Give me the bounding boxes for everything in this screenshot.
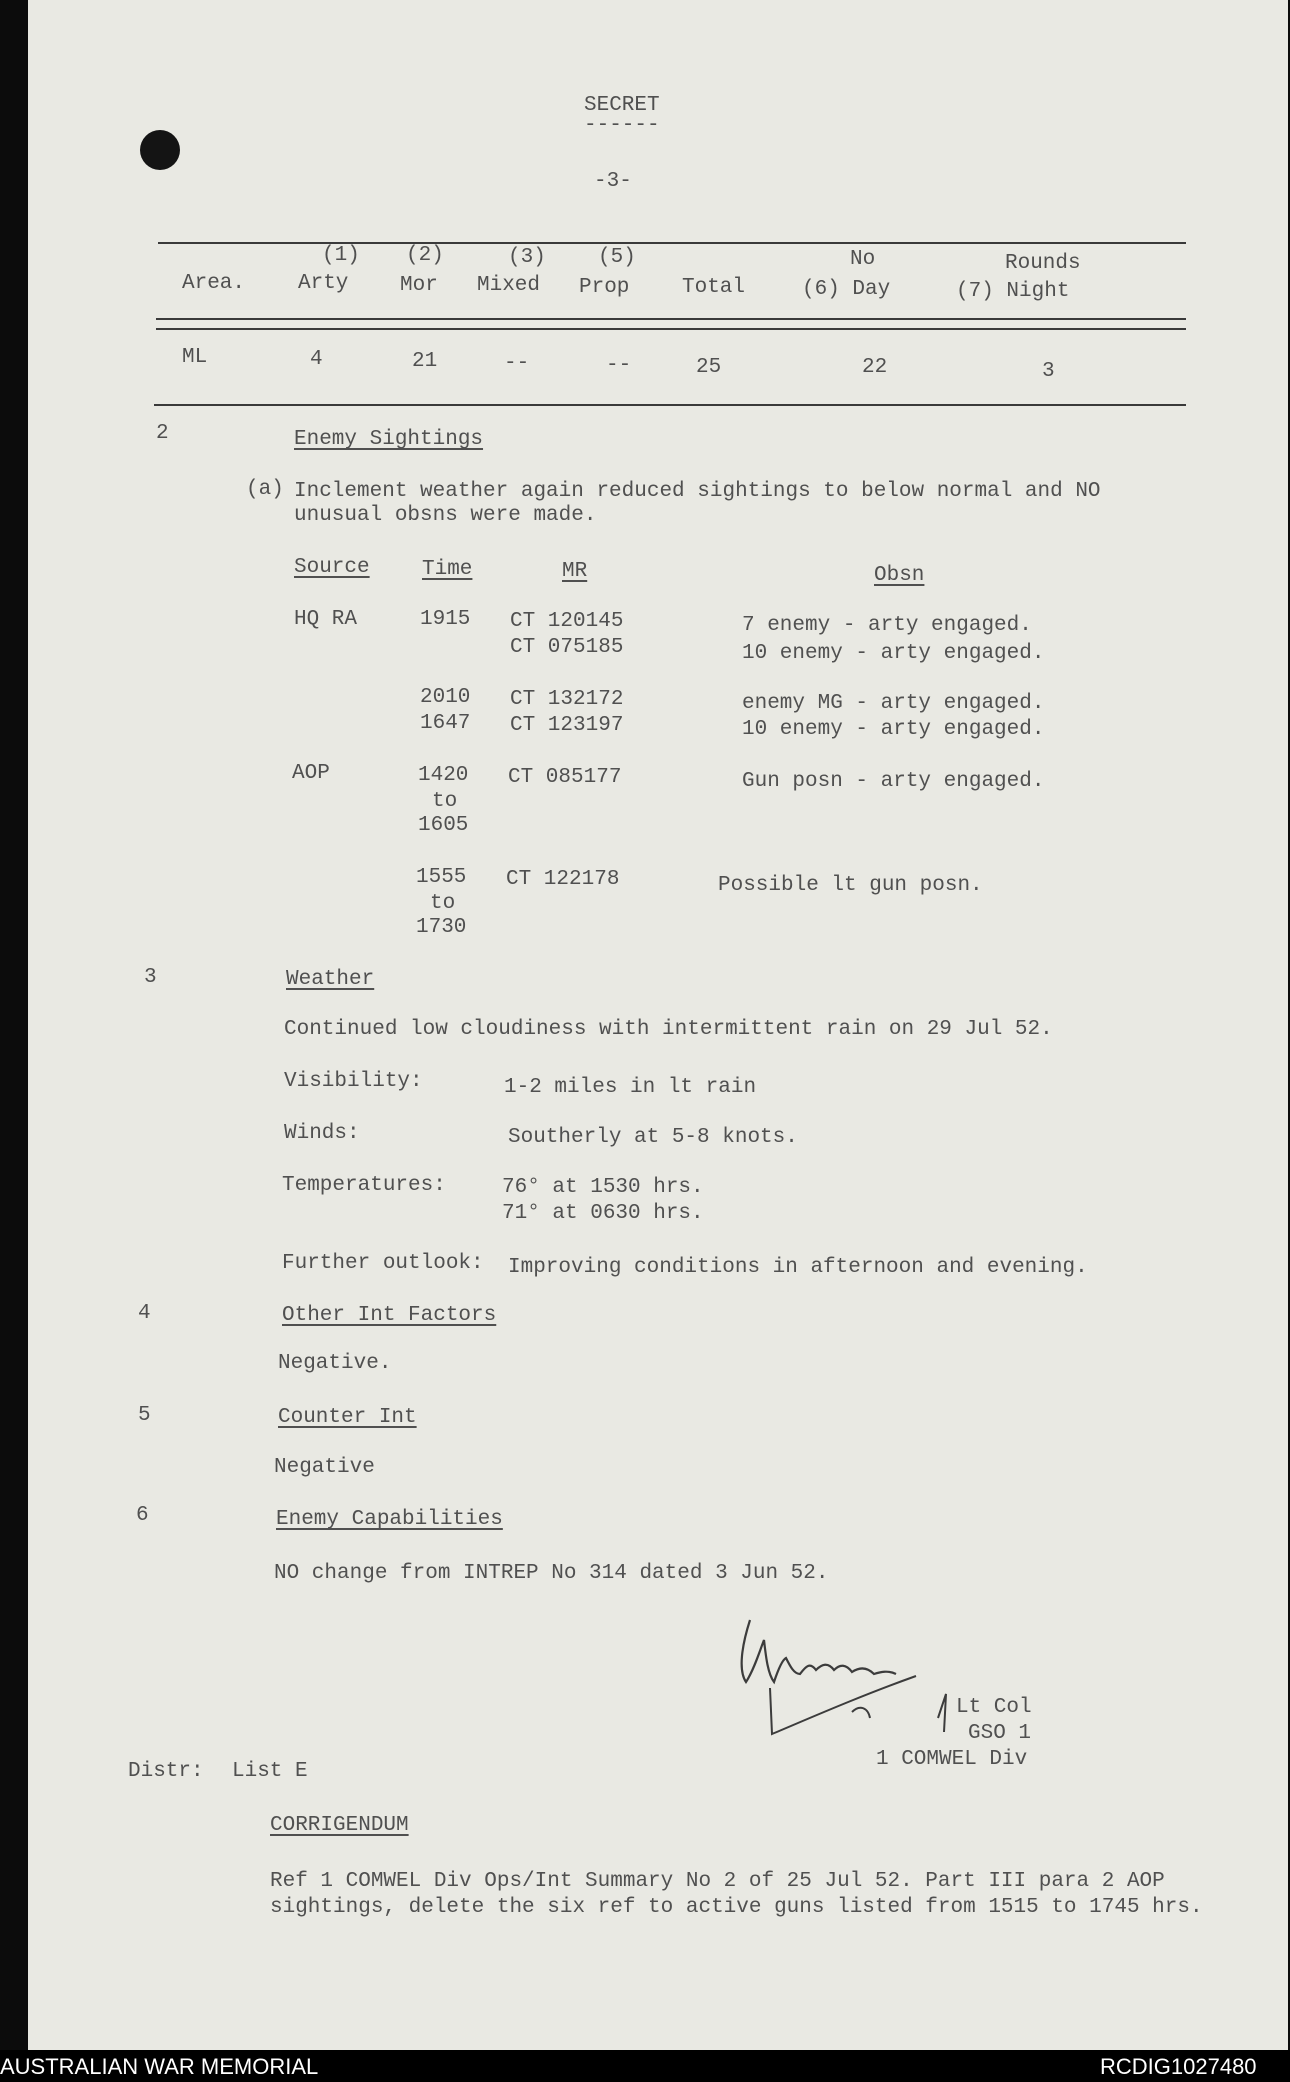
signatory-unit: 1 COMWEL Div [876,1748,1028,1771]
col-day: (6) Day [802,278,891,301]
signatory-rank: Lt Col [956,1696,1032,1719]
winds-value: Southerly at 5-8 knots. [508,1126,798,1149]
section-5-title: Counter Int [278,1406,417,1429]
sighting-mr: CT 123197 [510,714,624,737]
col-source: Source [294,556,370,579]
sighting-obsn: enemy MG - arty engaged. [742,692,1045,715]
col-mr: MR [562,560,588,583]
outlook-label: Further outlook: [282,1252,484,1275]
sighting-source: HQ RA [294,608,358,631]
temperature-1: 76° at 1530 hrs. [502,1176,704,1199]
section-6-text: NO change from INTREP No 314 dated 3 Jun 52. [274,1562,829,1585]
col-obsn: Obsn [874,564,925,587]
section-5-number: 5 [138,1404,151,1427]
sighting-obsn: 7 enemy - arty engaged. [742,614,1032,637]
page-number: -3- [594,170,632,193]
col-area: Area. [182,272,246,295]
sighting-obsn: Possible lt gun posn. [718,874,983,897]
sighting-time: 1420 [418,764,469,787]
col-night: (7) Night [956,280,1070,303]
sighting-mr: CT 120145 [510,610,624,633]
sighting-obsn: Gun posn - arty engaged. [742,770,1045,793]
distribution-value: List E [232,1760,308,1783]
sighting-mr: CT 075185 [510,636,624,659]
row-day: 22 [862,356,888,379]
sighting-time: to [432,790,458,813]
section-2-number: 2 [156,422,169,445]
temperatures-label: Temperatures: [282,1174,446,1197]
footer-record-id: RCDIG1027480 [1100,2054,1257,2079]
sighting-obsn: 10 enemy - arty engaged. [742,718,1045,741]
para-a-line1: Inclement weather again reduced sightings to below normal and NO [294,480,1101,503]
classification: SECRET [584,94,660,117]
footer-archive-name: AUSTRALIAN WAR MEMORIAL [0,2054,319,2079]
classification-underline: ------ [584,114,660,137]
row-prop: -- [606,354,632,377]
col-mixed: Mixed [477,274,541,297]
col-no: No [850,248,876,271]
corrigendum-line1: Ref 1 COMWEL Div Ops/Int Summary No 2 of 25 Jul 52. Part III para 2 AOP [270,1870,1165,1893]
temperature-2: 71° at 0630 hrs. [502,1202,704,1225]
col-mor: Mor [400,274,438,297]
corrigendum-line2: sightings, delete the six ref to active guns listed from 1515 to 1745 hrs. [270,1896,1203,1919]
handwritten-signature [720,1600,980,1750]
section-4-number: 4 [138,1302,151,1325]
sighting-mr: CT 085177 [508,766,622,789]
section-6-title: Enemy Capabilities [276,1508,503,1531]
col-rounds: Rounds [1005,252,1081,275]
sighting-time: 1605 [418,814,469,837]
row-total: 25 [696,356,722,379]
sighting-time: 2010 [420,686,471,709]
table-header-rule-2 [156,328,1186,330]
sighting-mr: CT 122178 [506,868,620,891]
section-3-title: Weather [286,968,375,991]
para-a-label: (a) [246,478,284,501]
col-mor-num: (2) [406,244,444,267]
table-bottom-rule [154,404,1186,406]
sighting-time: 1555 [416,866,467,889]
col-mixed-num: (3) [508,246,546,269]
table-top-rule [158,242,1186,244]
col-arty-num: (1) [322,244,360,267]
row-mixed: -- [504,352,530,375]
visibility-label: Visibility: [284,1070,423,1093]
signatory-appointment: GSO 1 [968,1722,1032,1745]
col-arty: Arty [298,272,349,295]
winds-label: Winds: [284,1122,360,1145]
row-area: ML [182,346,208,369]
section-6-number: 6 [136,1504,149,1527]
col-total: Total [682,276,746,299]
visibility-value: 1-2 miles in lt rain [504,1076,757,1099]
sighting-time: 1915 [420,608,471,631]
punch-hole [140,130,180,170]
sighting-mr: CT 132172 [510,688,624,711]
col-prop: Prop [579,276,630,299]
section-4-text: Negative. [278,1352,392,1375]
row-night: 3 [1042,360,1055,383]
sighting-source: AOP [292,762,330,785]
para-a-line2: unusual obsns were made. [294,504,597,527]
distribution-label: Distr: [128,1760,204,1783]
row-mor: 21 [412,350,438,373]
col-time: Time [422,558,473,581]
table-header-rule [156,318,1186,320]
col-prop-num: (5) [598,246,636,269]
sighting-obsn: 10 enemy - arty engaged. [742,642,1045,665]
section-4-title: Other Int Factors [282,1304,497,1327]
corrigendum-title: CORRIGENDUM [270,1814,409,1837]
sighting-time: to [430,892,456,915]
outlook-value: Improving conditions in afternoon and evening. [508,1256,1088,1279]
row-arty: 4 [310,348,323,371]
section-5-text: Negative [274,1456,375,1479]
section-3-number: 3 [144,966,157,989]
weather-summary: Continued low cloudiness with intermittent rain on 29 Jul 52. [284,1018,1053,1041]
sighting-time: 1730 [416,916,467,939]
section-2-title: Enemy Sightings [294,428,484,451]
sighting-time: 1647 [420,712,471,735]
